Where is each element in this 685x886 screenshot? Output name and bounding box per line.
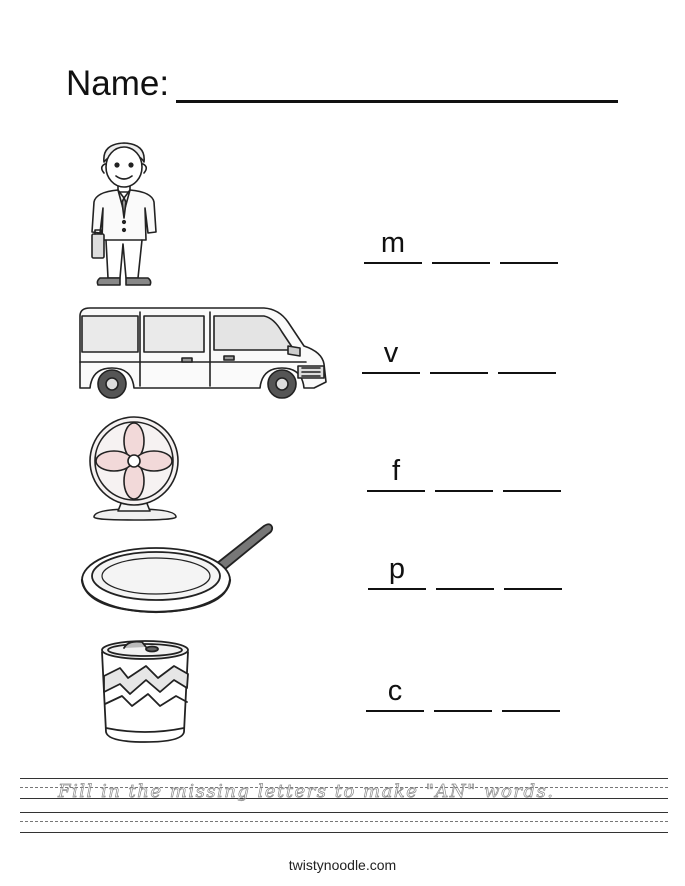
blank-first-letter [362, 324, 420, 374]
letter-blanks-fan [367, 442, 561, 492]
van-illustration [74, 302, 330, 402]
mid-dashed-line-2 [20, 821, 668, 822]
handwriting-lines [20, 778, 668, 834]
word-item-van [0, 300, 685, 405]
footer-site-credit: twistynoodle.com [288, 857, 397, 873]
blank-second-letter[interactable] [436, 540, 494, 590]
letter-blanks-van [362, 324, 556, 374]
can-illustration [98, 636, 192, 746]
word-item-pan [0, 518, 685, 618]
blank-third-letter[interactable] [503, 442, 561, 492]
name-row [66, 60, 621, 110]
first-letter: v [383, 337, 399, 369]
name-label: Name: [66, 64, 170, 103]
blank-second-letter[interactable] [435, 442, 493, 492]
top-line [20, 778, 668, 779]
blank-second-letter[interactable] [432, 214, 490, 264]
instruction-tracing-text: Fill in the missing letters to make "AN" words. [58, 781, 555, 802]
letter-blanks-can [366, 662, 560, 712]
blank-third-letter[interactable] [500, 214, 558, 264]
blank-second-letter[interactable] [430, 324, 488, 374]
blank-third-letter[interactable] [498, 324, 556, 374]
word-item-man [0, 140, 685, 290]
blank-first-letter [364, 214, 422, 264]
first-letter: m [380, 227, 406, 259]
pan-illustration [78, 518, 278, 618]
first-letter: f [391, 455, 401, 487]
blank-first-letter [368, 540, 426, 590]
top-line-2 [20, 812, 668, 813]
blank-first-letter [367, 442, 425, 492]
word-item-can [0, 636, 685, 746]
base-line-2 [20, 832, 668, 833]
word-item-fan [0, 415, 685, 523]
man-illustration [78, 140, 173, 290]
letter-blanks-pan [368, 540, 562, 590]
blank-third-letter[interactable] [502, 662, 560, 712]
blank-third-letter[interactable] [504, 540, 562, 590]
first-letter: p [388, 553, 406, 585]
first-letter: c [387, 675, 403, 707]
name-write-line[interactable] [176, 100, 618, 103]
letter-blanks-man [364, 214, 558, 264]
blank-first-letter [366, 662, 424, 712]
blank-second-letter[interactable] [434, 662, 492, 712]
fan-illustration [84, 415, 188, 523]
